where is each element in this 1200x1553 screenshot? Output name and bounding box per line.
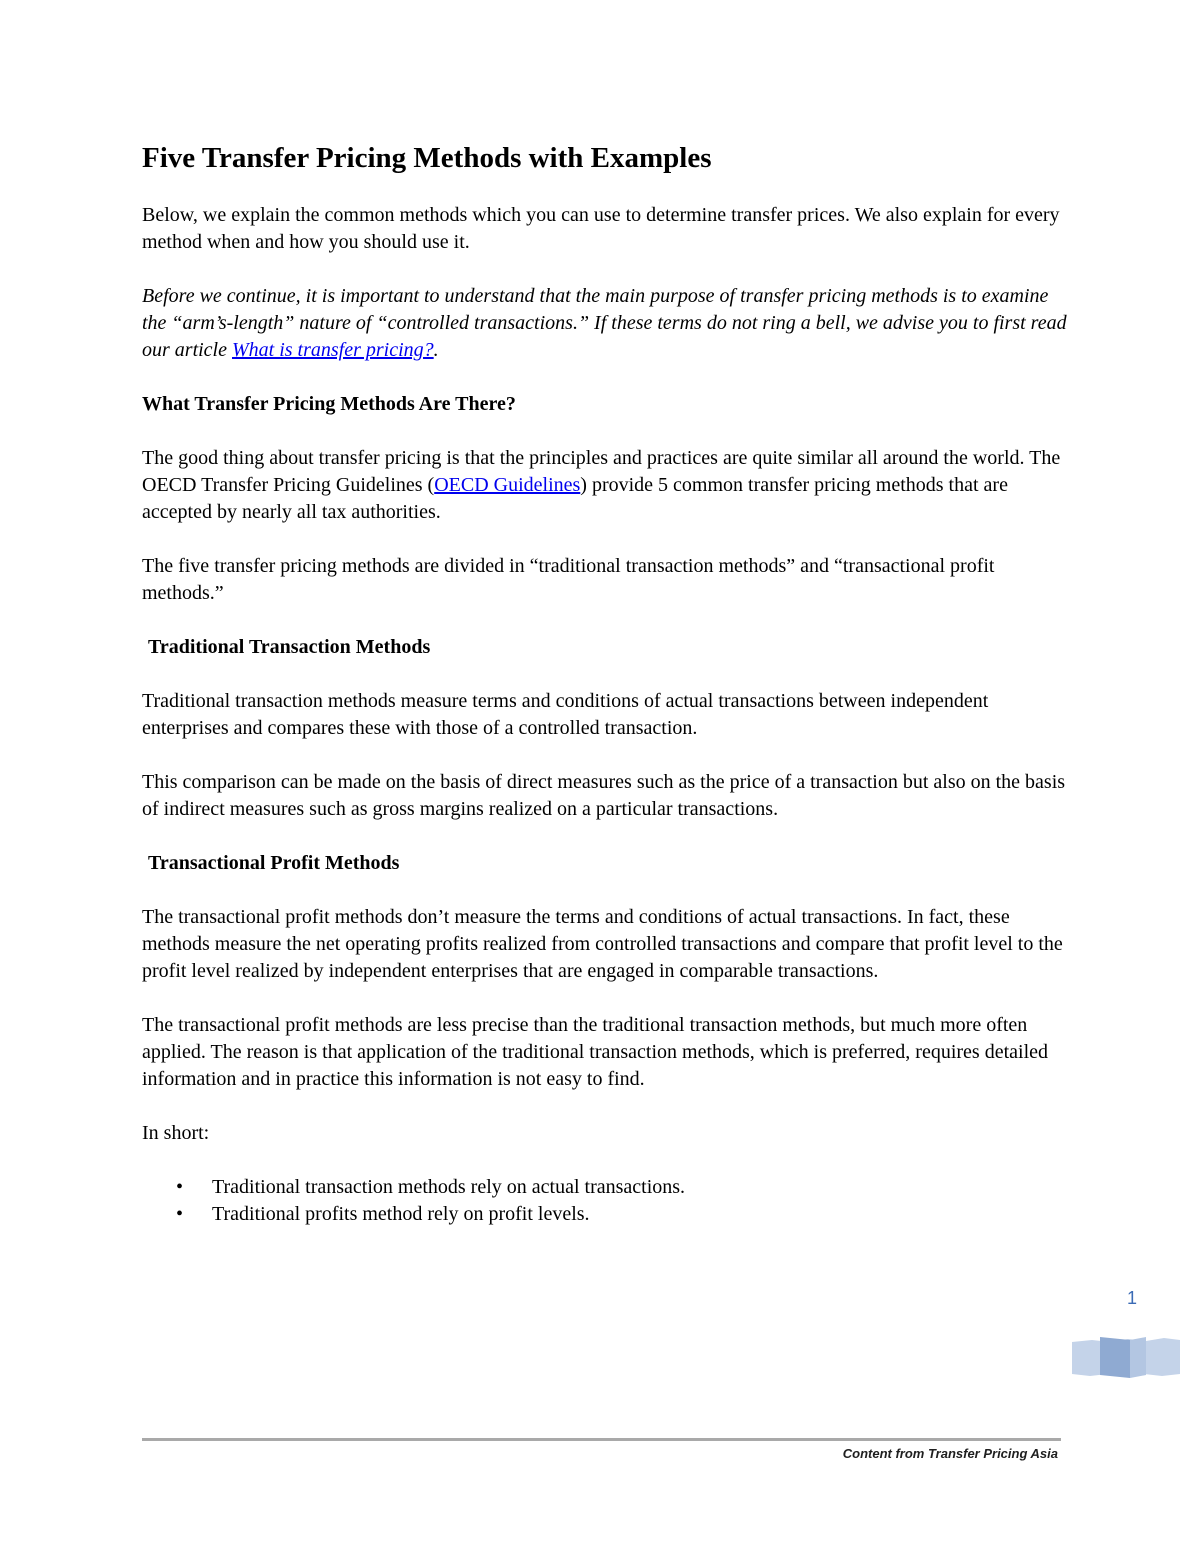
summary-list	[142, 1174, 1072, 1228]
page-title: Five Transfer Pricing Methods with Examples	[142, 142, 712, 174]
bullet-icon: •	[176, 1176, 184, 1198]
traditional-paragraph-1: Traditional transaction methods measure terms and conditions of actual transactions between independent enterprises and compares these with those of a controlled transaction.	[142, 690, 989, 739]
list-item-text: Traditional transaction methods rely on actual transactions.	[212, 1176, 686, 1198]
list-item	[176, 1174, 1072, 1201]
document-body	[142, 138, 1072, 1228]
footer-source: Content from Transfer Pricing Asia	[842, 1446, 1058, 1461]
five-methods-paragraph: The five transfer pricing methods are divided in “traditional transaction methods” and “transactional profit methods.”	[142, 555, 995, 604]
oecd-guidelines-link[interactable]: OECD Guidelines	[434, 474, 581, 496]
note-paragraph	[142, 283, 1072, 364]
traditional-paragraph-2: This comparison can be made on the basis of direct measures such as the price of a transaction but also on the basis of indirect measures such as gross margins realized on a particular transactions.	[142, 771, 1066, 820]
note-end: .	[433, 339, 439, 361]
heading-traditional: Traditional Transaction Methods	[148, 636, 431, 658]
good-thing-text-2: ) provide 5 common transfer pricing methods that are accepted by nearly all tax authorities.	[142, 474, 1008, 523]
in-short-label: In short:	[142, 1122, 210, 1144]
page-number: 1	[1127, 1288, 1138, 1308]
list-item-text: Traditional profits method rely on profit levels.	[212, 1203, 590, 1225]
what-is-transfer-pricing-link[interactable]: What is transfer pricing?	[232, 339, 434, 361]
intro-paragraph: Below, we explain the common methods which you can use to determine transfer prices. We also explain for every method when and how you should use it.	[142, 204, 1060, 253]
heading-methods: What Transfer Pricing Methods Are There?	[142, 393, 516, 415]
profit-paragraph-1: The transactional profit methods don’t measure the terms and conditions of actual transactions. In fact, these methods measure the net operating profits realized from controlled transactions and compare that profit level to the profit level realized by independent enterprises that are engaged in comparable transactions.	[142, 906, 1063, 982]
list-item	[176, 1201, 1072, 1228]
footer-divider	[142, 1438, 1061, 1441]
bullet-icon: •	[176, 1203, 184, 1225]
page-tab-icon	[1070, 1334, 1182, 1380]
good-thing-text-1: The good thing about transfer pricing is that the principles and practices are quite similar all around the world. The OECD Transfer Pricing Guidelines (	[142, 447, 1061, 496]
note-text: Before we continue, it is important to understand that the main purpose of transfer pricing methods is to examine the “arm’s-length” nature of “controlled transactions.” If these terms do not ring a bell, we advise you to first read our article	[142, 285, 1067, 361]
good-thing-paragraph	[142, 445, 1072, 526]
profit-paragraph-2: The transactional profit methods are less precise than the traditional transaction methods, but much more often applied. The reason is that application of the traditional transaction methods, which is preferred, requires detailed information and in practice this information is not easy to find.	[142, 1014, 1048, 1090]
heading-profit: Transactional Profit Methods	[148, 852, 400, 874]
